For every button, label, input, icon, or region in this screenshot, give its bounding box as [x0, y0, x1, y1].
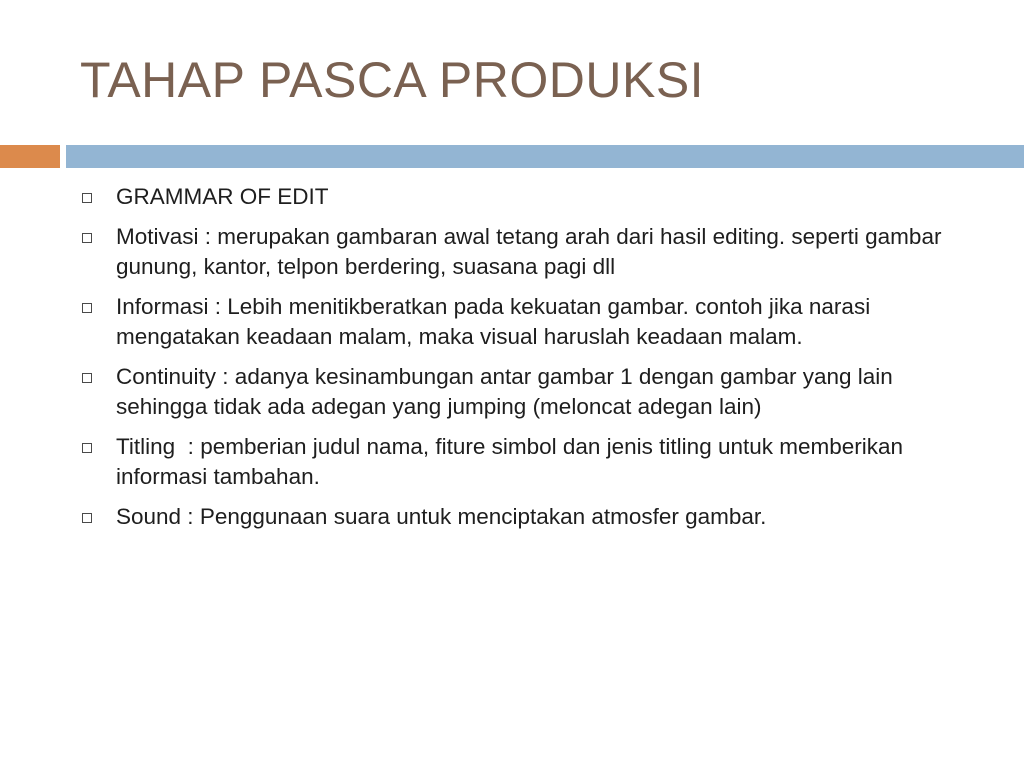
title-accent-bar-right — [66, 145, 1024, 168]
hollow-square-bullet-icon — [82, 233, 92, 243]
bullet-text: Informasi : Lebih menitikberatkan pada kekuatan gambar. contoh jika narasi mengatakan keadaan malam, maka visual haruslah keadaan malam. — [116, 294, 877, 349]
bullet-item — [80, 182, 960, 212]
bullet-text: Motivasi : merupakan gambaran awal tetang arah dari hasil editing. seperti gambar gunung, kantor, telpon berdering, suasana pagi dll — [116, 224, 948, 279]
hollow-square-bullet-icon — [82, 513, 92, 523]
title-accent-bar-left — [0, 145, 60, 168]
hollow-square-bullet-icon — [82, 303, 92, 313]
bullet-item — [80, 432, 960, 492]
bullet-item — [80, 502, 960, 532]
hollow-square-bullet-icon — [82, 443, 92, 453]
bullet-text: Sound : Penggunaan suara untuk menciptakan atmosfer gambar. — [116, 504, 767, 529]
hollow-square-bullet-icon — [82, 373, 92, 383]
slide-title: TAHAP PASCA PRODUKSI — [80, 52, 705, 108]
bullet-list — [80, 182, 960, 542]
bullet-text: GRAMMAR OF EDIT — [116, 184, 329, 209]
bullet-item — [80, 292, 960, 352]
bullet-item — [80, 222, 960, 282]
bullet-item — [80, 362, 960, 422]
hollow-square-bullet-icon — [82, 193, 92, 203]
bullet-text: Titling : pemberian judul nama, fiture simbol dan jenis titling untuk memberikan informasi tambahan. — [116, 434, 910, 489]
bullet-text: Continuity : adanya kesinambungan antar gambar 1 dengan gambar yang lain sehingga tidak ada adegan yang jumping (meloncat adegan lain) — [116, 364, 900, 419]
